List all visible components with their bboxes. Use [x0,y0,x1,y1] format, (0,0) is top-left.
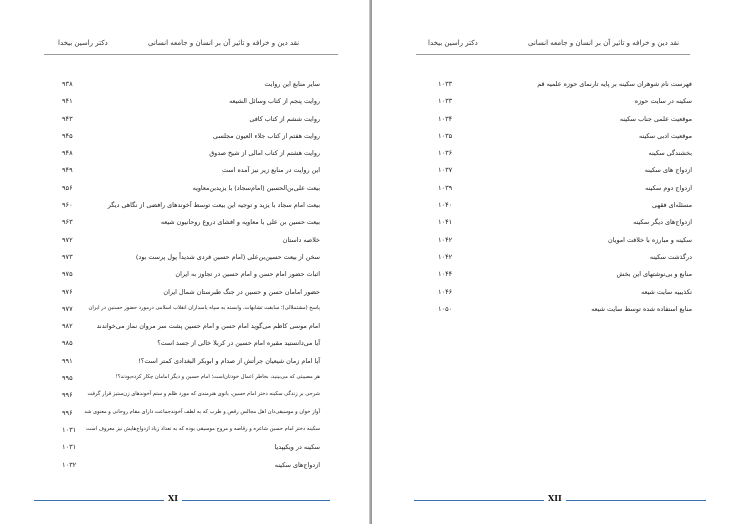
toc-entry-page: ۹۷۳ [62,252,73,261]
header-rule [44,54,338,55]
toc-entry [62,235,320,252]
toc-entry [62,165,320,182]
toc-entry-title: اثبات حضور امام حسن و امام حسین در تجاوز به ایران [175,270,320,279]
toc-entry-page: ۹۹۱ [62,356,73,365]
toc-entry-page: ۹۳۸ [62,80,73,88]
header-author: دکتر راسین بیخدا [58,39,108,47]
toc-entry-title: آیا می‌دانستید مقبره امام حسین در کربلا خالی از جسد است؟ [157,339,320,348]
toc-entry-page: ۹۷۷ [62,304,73,313]
toc-entry-page: ۹۴۳ [62,114,73,123]
toc-entry-page: ۹۸۲ [62,322,73,331]
toc-entry-title: شرحی بر زندگی سکینه دختر امام حسین، بانوی هنرمندی که مورد ظلم و ستم آخوندهای زن‌ستیز قرار گرفت [87,391,320,398]
left-page [0,0,370,524]
toc-entry-page: ۱۰۳۶ [438,149,453,158]
toc-entry [62,252,320,269]
toc-entry [62,338,320,355]
toc-entry-title: روایت ششم از کتاب کافی [249,114,320,123]
toc-entry-page: ۹۹۶ [62,391,73,400]
toc-entry-page: ۹۷۶ [62,287,73,296]
toc-entry [438,287,692,304]
toc-entry-page: ۱۰۴۱ [438,218,453,227]
toc-entry-title: آواز خوان و موسیقی‌دان اهل مجالس رقص و طرب که به لطف آخوندجماعت دارای مقام روحانی و معنوی شد [84,408,320,415]
toc-entry-page: ۹۵۶ [62,183,73,192]
toc-entry [62,200,320,217]
toc-entry [62,96,320,113]
header-title: نقد دین و خرافه و تاثیر آن بر انسان و جامعه انسانی [148,39,300,47]
toc-entry-title: سایر منابع این روایت [264,80,320,88]
toc-entry-page: ۹۸۵ [62,339,73,348]
toc-entry-title: ازدواج‌های سکینه [274,460,320,469]
toc-entry [62,79,320,96]
toc-entry-title: هر مصیبتی که می‌بینید، بخاطر اعمال خودتان‌است؛ امام حسین و دیگر امامان چکار کرده‌بودند؟! [115,374,320,381]
toc-entry-page: ۱۰۳۳ [438,97,453,106]
toc-entry [62,425,320,442]
toc-entry [62,442,320,459]
toc-entry-page: ۹۹۶ [62,408,73,417]
toc-entry-title: مسئله‌ای فقهی [652,201,692,210]
toc-entry-page: ۱۰۴۲ [438,235,453,244]
toc-entry-title: تکذیبیه سایت شیعه [641,287,692,296]
toc-entry [438,200,692,217]
toc-entry [438,148,692,165]
toc-entry-page: ۹۴۱ [62,97,73,106]
toc-entry-page: ۹۶۳ [62,218,73,227]
toc-entry-title: بیعت امام سجاد با یزید و توجیه این بیعت توسط آخوندهای رافضی از نگاهی دیگر [107,201,320,210]
toc-entry-title: ازدواج‌های دیگر سکینه [633,218,692,227]
toc-entry-page: ۱۰۳۹ [438,183,453,192]
toc-entry [62,460,320,477]
toc-entry [62,269,320,286]
toc-entry [438,269,692,286]
toc-entry-page: ۹۹۵ [62,374,73,383]
toc-entry [62,304,320,321]
toc-entry-page: ۹۷۲ [62,235,73,244]
toc-entry-title: حضور امامان حسن و حسین در جنگ طبرستان شمال ایران [163,287,320,296]
toc-entry-page: ۹۶۰ [62,201,73,210]
toc-entry-page: ۱۰۵۰ [438,304,453,313]
toc-entry-title: بیعت حسین بن‌ علی با معاویه و افشای دروغ روحانیون شیعه [160,218,320,227]
header-title: نقد دین و خرافه و تاثیر آن بر انسان و جامعه انسانی [528,39,680,47]
toc-entry [62,114,320,131]
toc-entry-title: پاسخ (مشتملالی)؛ سابقت تشابهات، وابسته به سپاه یاسداران انقلاب اسلامی درمورد حضور حسنین در ایران [88,304,320,311]
toc-entry-title: روایت پنجم از کتاب وسائل الشیعه [229,97,320,106]
toc-entry-page: ۱۰۳۴ [438,114,453,123]
toc-entry-title: سکینه در ویکیپدیا [274,443,320,452]
toc-entry-page: ۱۰۴۰ [438,201,453,210]
toc-entry-page: ۱۰۳۵ [438,131,453,140]
page-number: XI [164,493,182,503]
toc-entry-title: امام موسی کاظم می‌گوید امام حسن و امام حسین پشت سر مروان نماز می‌خواندند [96,322,320,331]
toc-entry-title: بخشندگی سکینه [648,149,692,158]
toc-entry-page: ۹۴۵ [62,131,73,140]
toc-entry [62,287,320,304]
toc-entry-title: موقعیت علمی جناب سکینه [619,114,692,123]
toc-entry-title: خلاصه داستان [282,235,320,244]
toc-list [62,79,320,477]
toc-entry [438,114,692,131]
toc-entry-title: منابع استفاده شده توسط سایت شیعه [591,304,692,313]
header-author: دکتر راسین بیخدا [428,39,478,47]
toc-entry [438,304,692,321]
toc-entry-title: روایت هفتم از کتاب جلاء العیون مجلسی [213,131,320,140]
toc-entry-title: درگذشت سکینه [649,252,692,261]
toc-entry [62,321,320,338]
toc-entry-page: ۱۰۳۱ [62,443,77,452]
toc-entry-title: بیعت علی‌بن‌الحسین (امام‌سجاد) با یزیدبن‌معاویه [192,183,320,192]
toc-entry-title: سکینه و مبارزه با خلافت امویان [608,235,692,244]
toc-entry-page: ۹۴۸ [62,149,73,158]
toc-entry [62,373,320,390]
toc-entry-title: روایت هشتم از کتاب امالی از شیخ صدوق [209,149,320,158]
toc-entry-title: فهرست نام شوهران سکینه بر پایه تارنمای حوزه علمیه قم [537,80,692,88]
toc-entry-title: منابع و بی‌نوشتهای این بخش [616,270,692,279]
toc-entry-page: ۱۰۳۲ [62,460,77,469]
toc-entry-page: ۱۰۳۱ [62,425,77,434]
header-rule [416,54,690,55]
toc-entry [438,96,692,113]
toc-entry [438,183,692,200]
toc-entry-page: ۱۰۳۷ [438,166,453,175]
toc-entry [438,131,692,148]
toc-entry-page: ۹۷۵ [62,270,73,279]
toc-entry [62,390,320,407]
toc-entry-title: ازدواج های سکینه [644,166,692,175]
page-number: XII [544,493,566,503]
toc-entry-title: سخن از بیعت حسین‌بن‌علی (امام حسین فردی شدیداً پول پرست بود) [135,252,320,261]
toc-entry [438,252,692,269]
toc-entry-title: سکینه دختر امام حسین شاعره و رقاصه و مروج موسیقی بوده که به تعداد زیاد ازدواج‌هایش نیز معروف است [86,425,320,432]
toc-entry [62,217,320,234]
toc-entry [62,408,320,425]
toc-entry-page: ۱۰۴۶ [438,287,453,296]
toc-entry [438,235,692,252]
footer-rule [34,500,330,501]
toc-entry [438,79,692,96]
right-page [372,0,742,524]
toc-entry [62,356,320,373]
toc-entry [62,131,320,148]
toc-entry-title: موقعیت ادبی سکینه [638,131,692,140]
toc-entry-page: ۱۰۳۳ [438,80,453,88]
toc-list [438,79,692,321]
toc-entry-title: آیا امام زمان شیعیان جرأتش از صدام و ابوبکر البغدادی کمتر است؟! [138,356,320,365]
toc-entry [438,217,692,234]
toc-entry-page: ۱۰۴۲ [438,252,453,261]
toc-entry-title: این روایت در منابع زیر نیز آمده است [222,166,320,175]
toc-entry-title: سکینه در سایت حوزه [634,97,692,106]
toc-entry-title: ازدواج دوم سکینه [645,183,692,192]
toc-entry [62,183,320,200]
toc-entry-page: ۹۴۹ [62,166,73,175]
toc-entry [438,165,692,182]
toc-entry-page: ۱۰۴۴ [438,270,453,279]
toc-entry [62,148,320,165]
